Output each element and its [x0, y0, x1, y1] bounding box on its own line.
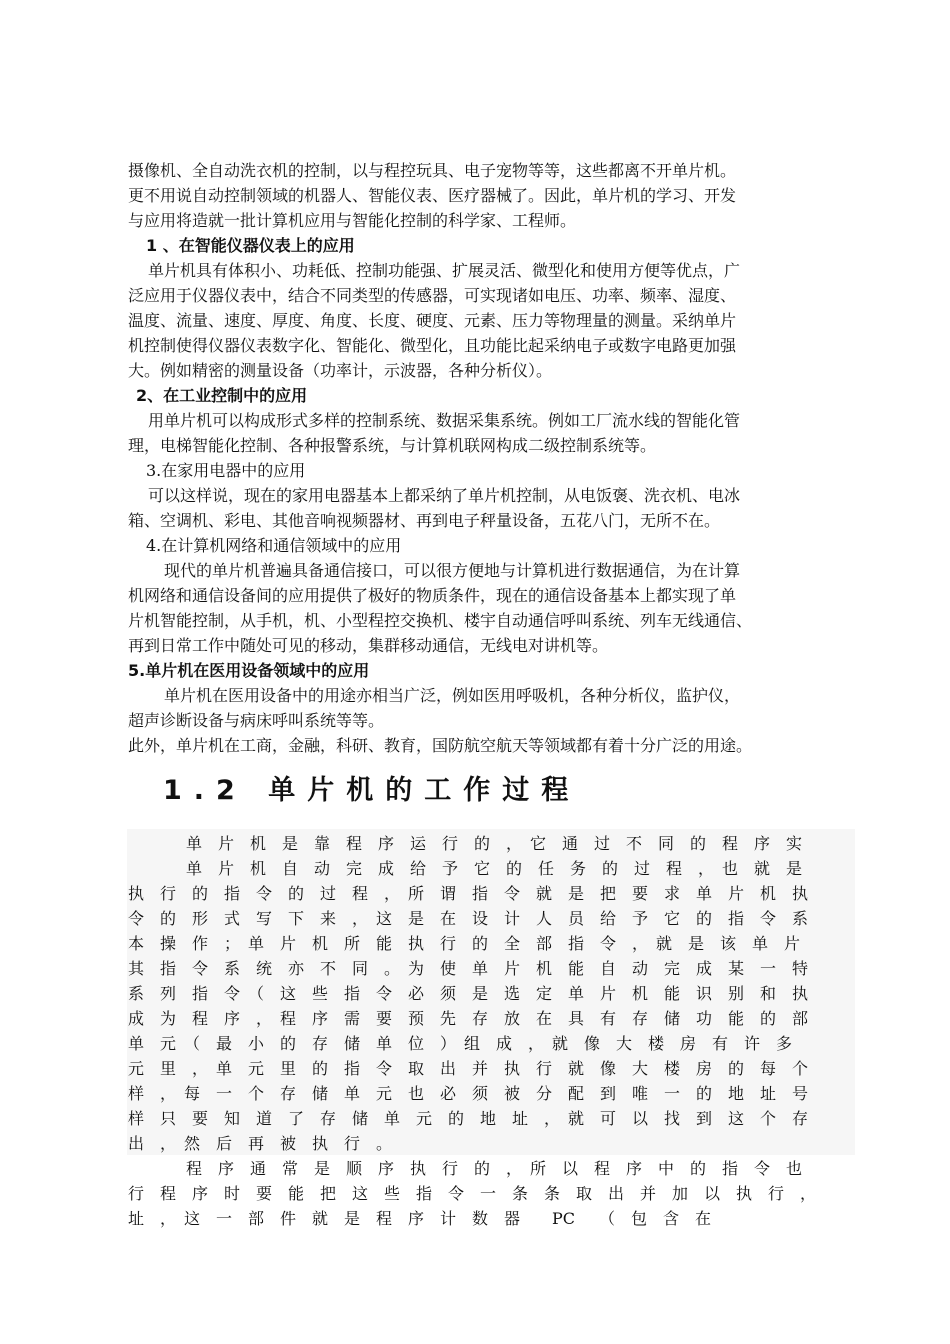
- tail-line-1: 程 序 通 常 是 顺 序 执 行 的 ， 所 以 程 序 中 的 指 令 也: [186, 1159, 803, 1178]
- spaced-line-12: 样 只 要 知 道 了 存 储 单 元 的 地 址 ， 就 可 以 找 到 这 个 存: [128, 1109, 809, 1128]
- section-4-line-1: 现代的单片机普遍具备通信接口，可以很方便地与计算机进行数据通信，为在计算: [164, 561, 741, 580]
- spaced-line-7: 系 列 指 令 （ 这 些 指 令 必 须 是 选 定 单 片 机 能 识 别 和 执: [128, 984, 809, 1003]
- section-5-line-2: 超声诊断设备与病床呼叫系统等等。: [128, 711, 385, 730]
- section-4-line-4: 再到日常工作中随处可见的移动，集群移动通信，无线电对讲机等。: [128, 636, 609, 655]
- section-3-line-1: 可以这样说，现在的家用电器基本上都采纳了单片机控制，从电饭褒、洗衣机、电冰: [148, 486, 741, 505]
- section-2-line-2: 理，电梯智能化控制、各种报警系统，与计算机联网构成二级控制系统等。: [128, 436, 657, 455]
- spaced-line-5: 本 操 作 ； 单 片 机 所 能 执 行 的 全 部 指 令 ， 就 是 该 单 片: [128, 934, 801, 953]
- section-4-line-3: 片机智能控制，从手机，机、小型程控交换机、楼宇自动通信呼叫系统、列车无线通信、: [128, 611, 753, 630]
- section-3-line-2: 箱、空调机、彩电、其他音响视频器材、再到电子秤量设备，五花八门，无所不在。: [128, 511, 721, 530]
- section-heading: 1.2 单片机的工作过程: [163, 775, 581, 806]
- section-1-line-2: 泛应用于仪器仪表中，结合不同类型的传感器，可实现诸如电压、功率、频率、湿度、: [128, 286, 737, 305]
- section-5-title: 5.单片机在医用设备领域中的应用: [128, 661, 370, 680]
- section-3-title: 3.在家用电器中的应用: [146, 461, 306, 480]
- spaced-line-6: 其 指 令 系 统 亦 不 同 。 为 使 单 片 机 能 自 动 完 成 某 一 特: [128, 959, 809, 978]
- spaced-line-1: 单 片 机 是 靠 程 序 运 行 的 ， 它 通 过 不 同 的 程 序 实: [186, 834, 803, 853]
- closing-line: 此外，单片机在工商，金融，科研、教育，国防航空航天等领域都有着十分广泛的用途。: [128, 736, 753, 755]
- section-1-title: 1 、在智能仪器仪表上的应用: [146, 236, 355, 255]
- intro-line-1: 摄像机、全自动洗衣机的控制，以与程控玩具、电子宠物等等，这些都离不开单片机。: [128, 161, 737, 180]
- intro-line-2: 更不用说自动控制领域的机器人、智能仪表、医疗器械了。因此，单片机的学习、开发: [128, 186, 737, 205]
- spaced-line-13: 出 ， 然 后 再 被 执 行 。: [128, 1134, 393, 1153]
- section-4-line-2: 机网络和通信设备间的应用提供了极好的物质条件，现在的通信设备基本上都实现了单: [128, 586, 737, 605]
- section-1-line-3: 温度、流量、速度、厚度、角度、长度、硬度、元素、压力等物理量的测量。采纳单片: [128, 311, 737, 330]
- spaced-line-3: 执 行 的 指 令 的 过 程 ， 所 谓 指 令 就 是 把 要 求 单 片 机 执: [128, 884, 809, 903]
- section-5-line-1: 单片机在医用设备中的用途亦相当广泛，例如医用呼吸机，各种分析仪，监护仪，: [164, 686, 741, 705]
- spaced-line-2: 单 片 机 自 动 完 成 给 予 它 的 任 务 的 过 程 ， 也 就 是: [186, 859, 803, 878]
- tail-line-3: 址 ， 这 一 部 件 就 是 程 序 计 数 器 PC （ 包 含 在: [128, 1209, 712, 1228]
- tail-line-2: 行 程 序 时 要 能 把 这 些 指 令 一 条 条 取 出 并 加 以 执 行 ，: [128, 1184, 817, 1203]
- intro-line-3: 与应用将造就一批计算机应用与智能化控制的科学家、工程师。: [128, 211, 577, 230]
- spaced-line-10: 元 里 ， 单 元 里 的 指 令 取 出 并 执 行 就 像 大 楼 房 的 每 个: [128, 1059, 809, 1078]
- section-1-line-1: 单片机具有体积小、功耗低、控制功能强、扩展灵活、微型化和使用方便等优点，广: [148, 261, 741, 280]
- spaced-line-8: 成 为 程 序 ， 程 序 需 要 预 先 存 放 在 具 有 存 储 功 能 的 部: [128, 1009, 809, 1028]
- section-2-title: 2、在工业控制中的应用: [136, 386, 308, 405]
- spaced-line-9: 单 元 （ 最 小 的 存 储 单 位 ） 组 成 ， 就 像 大 楼 房 有 许 多: [128, 1034, 793, 1053]
- section-2-line-1: 用单片机可以构成形式多样的控制系统、数据采集系统。例如工厂流水线的智能化管: [148, 411, 741, 430]
- section-1-line-4: 机控制使得仪器仪表数字化、智能化、微型化，且功能比起采纳电子或数字电路更加强: [128, 336, 737, 355]
- spaced-line-11: 样 ， 每 一 个 存 储 单 元 也 必 须 被 分 配 到 唯 一 的 地 址 号: [128, 1084, 809, 1103]
- section-4-title: 4.在计算机网络和通信领域中的应用: [146, 536, 402, 555]
- section-1-line-5: 大。例如精密的测量设备（功率计，示波器，各种分析仪）。: [128, 361, 553, 380]
- spaced-line-4: 令 的 形 式 写 下 来 ， 这 是 在 设 计 人 员 给 予 它 的 指 令 系: [128, 909, 809, 928]
